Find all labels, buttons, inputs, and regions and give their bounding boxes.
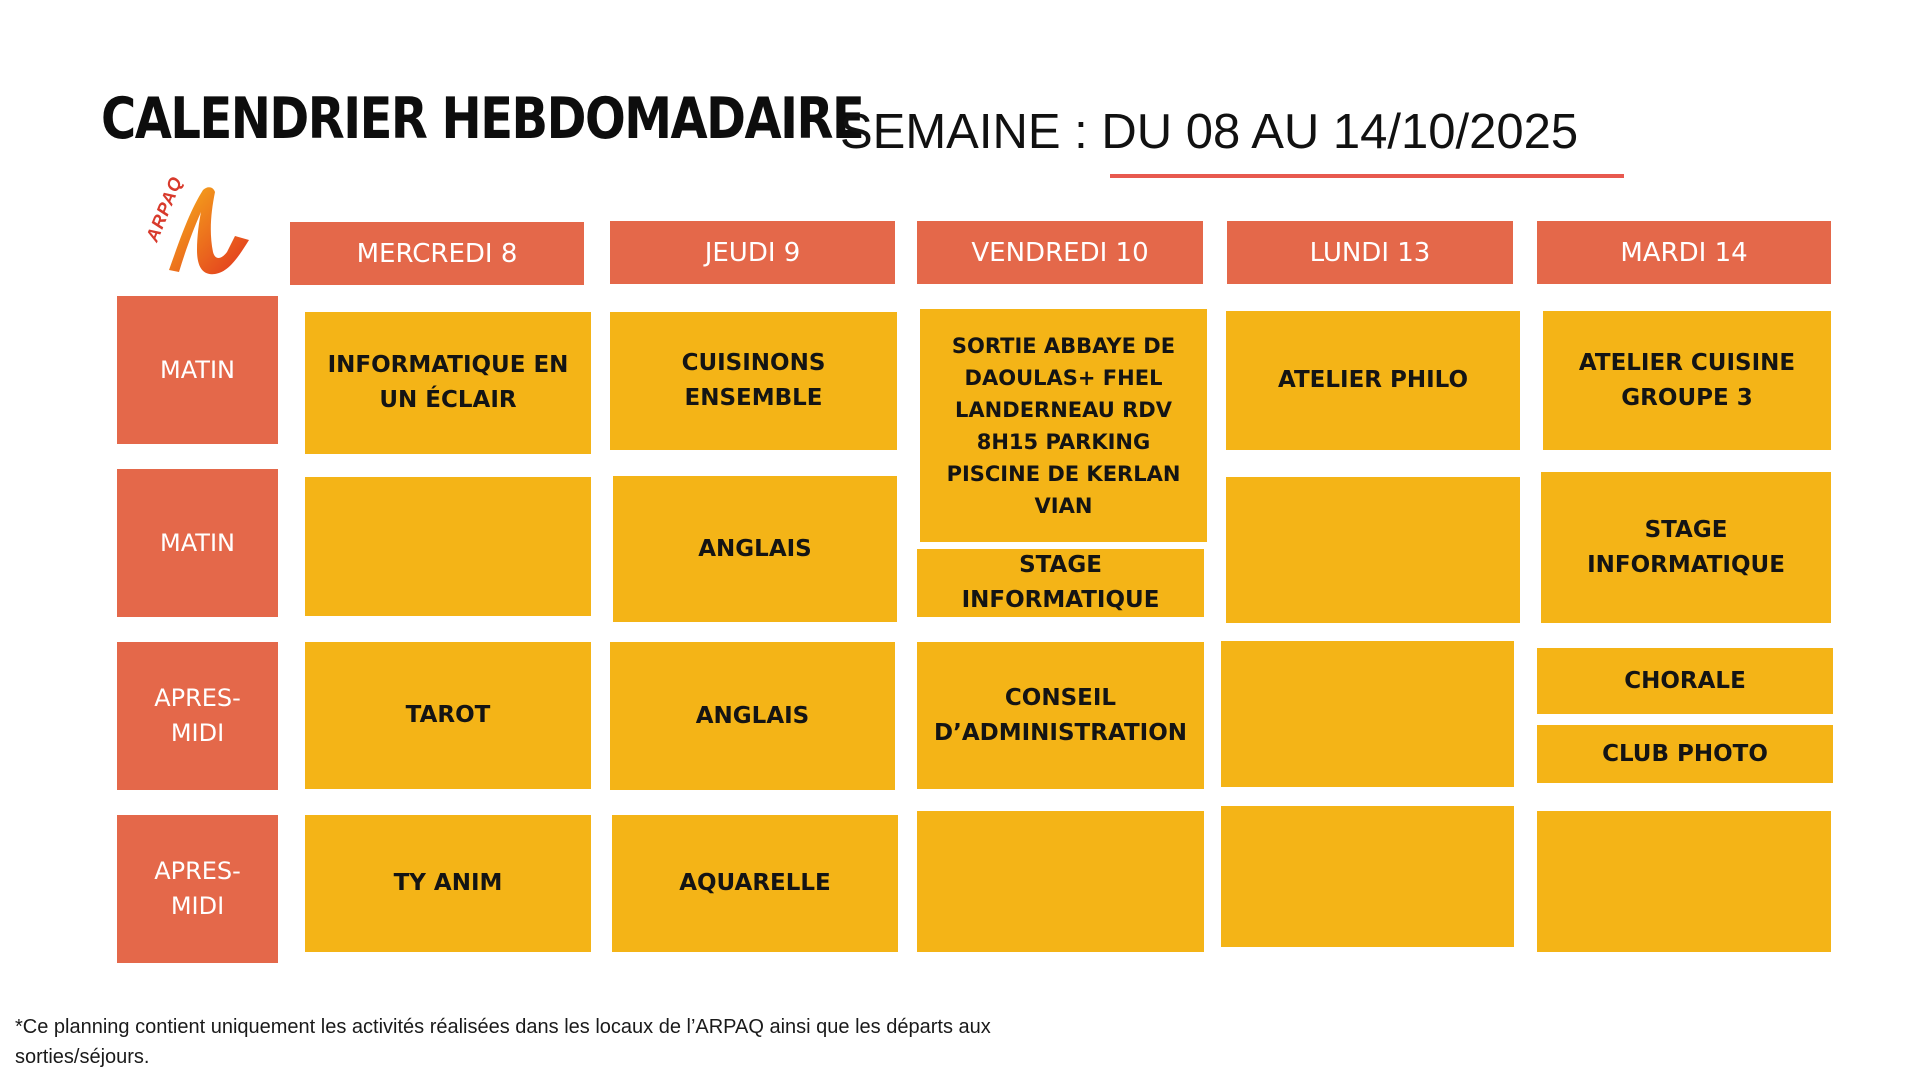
activity-lundi-apresmidi-2: [1221, 806, 1514, 947]
logo-text: ARPAQ: [142, 173, 187, 245]
slot-label-apresmidi-2: [117, 815, 278, 963]
activity-mercredi-matin-1: INFORMATIQUE EN UN ÉCLAIR: [305, 312, 591, 454]
activity-mardi-club-photo: CLUB PHOTO: [1537, 725, 1833, 783]
activity-text: STAGE INFORMATIQUE: [961, 552, 1160, 613]
activity-lundi-apresmidi-1: [1221, 641, 1514, 787]
week-underline: [1110, 174, 1624, 178]
activity-mardi-apresmidi-2: [1537, 811, 1831, 952]
activity-vendredi-stage: [917, 549, 1204, 617]
footnote: *Ce planning contient uniquement les activités réalisées dans les locaux de l’ARPAQ ainsi que les départs aux sorties/séjours.: [15, 1016, 991, 1068]
slot-label-apresmidi-1: [117, 642, 278, 790]
activity-mercredi-matin-2: [305, 477, 591, 616]
activity-lundi-matin-2: [1226, 477, 1520, 623]
slot-label-matin-2: MATIN: [117, 469, 278, 617]
activity-jeudi-matin-2: ANGLAIS: [613, 476, 897, 622]
week-range: SEMAINE : DU 08 AU 14/10/2025: [840, 105, 1579, 159]
day-header-mercredi: MERCREDI 8: [290, 222, 584, 285]
activity-mardi-matin-1: [1543, 311, 1831, 450]
activity-mercredi-apresmidi-1: TAROT: [305, 642, 591, 789]
activity-lundi-matin-1: ATELIER PHILO: [1226, 311, 1520, 450]
activity-vendredi-apresmidi-1: [917, 642, 1204, 789]
page-title: CALENDRIER HEBDOMADAIRE: [101, 86, 864, 153]
activity-jeudi-apresmidi-1: ANGLAIS: [610, 642, 895, 790]
slot-label-text: APRES-MIDI: [154, 857, 241, 920]
activity-text: CONSEIL D’ADMINISTRATION: [934, 684, 1187, 746]
activity-mercredi-apresmidi-2: TY ANIM: [305, 815, 591, 952]
activity-mardi-chorale: CHORALE: [1537, 648, 1833, 714]
day-header-mardi: MARDI 14: [1537, 221, 1831, 284]
activity-mardi-matin-2: [1541, 472, 1831, 623]
activity-vendredi-apresmidi-2: [917, 811, 1204, 952]
slot-label-matin-1: MATIN: [117, 296, 278, 444]
activity-text: STAGE INFORMATIQUE: [1587, 516, 1785, 578]
day-header-lundi: LUNDI 13: [1227, 221, 1513, 284]
activity-jeudi-matin-1: [610, 312, 897, 450]
slot-label-text: APRES-MIDI: [154, 684, 241, 747]
activity-vendredi-sortie: [920, 309, 1207, 542]
activity-jeudi-apresmidi-2: AQUARELLE: [612, 815, 898, 952]
day-header-jeudi: JEUDI 9: [610, 221, 895, 284]
activity-text: CUISINONS ENSEMBLE: [681, 350, 826, 411]
activity-text: ATELIER CUISINE GROUPE 3: [1578, 349, 1796, 411]
day-header-vendredi: VENDREDI 10: [917, 221, 1203, 284]
activity-text: SORTIE ABBAYE DE DAOULAS+ FHEL LANDERNEAU RDV 8H15 PARKING PISCINE DE KERLAN VIAN: [946, 333, 1181, 518]
